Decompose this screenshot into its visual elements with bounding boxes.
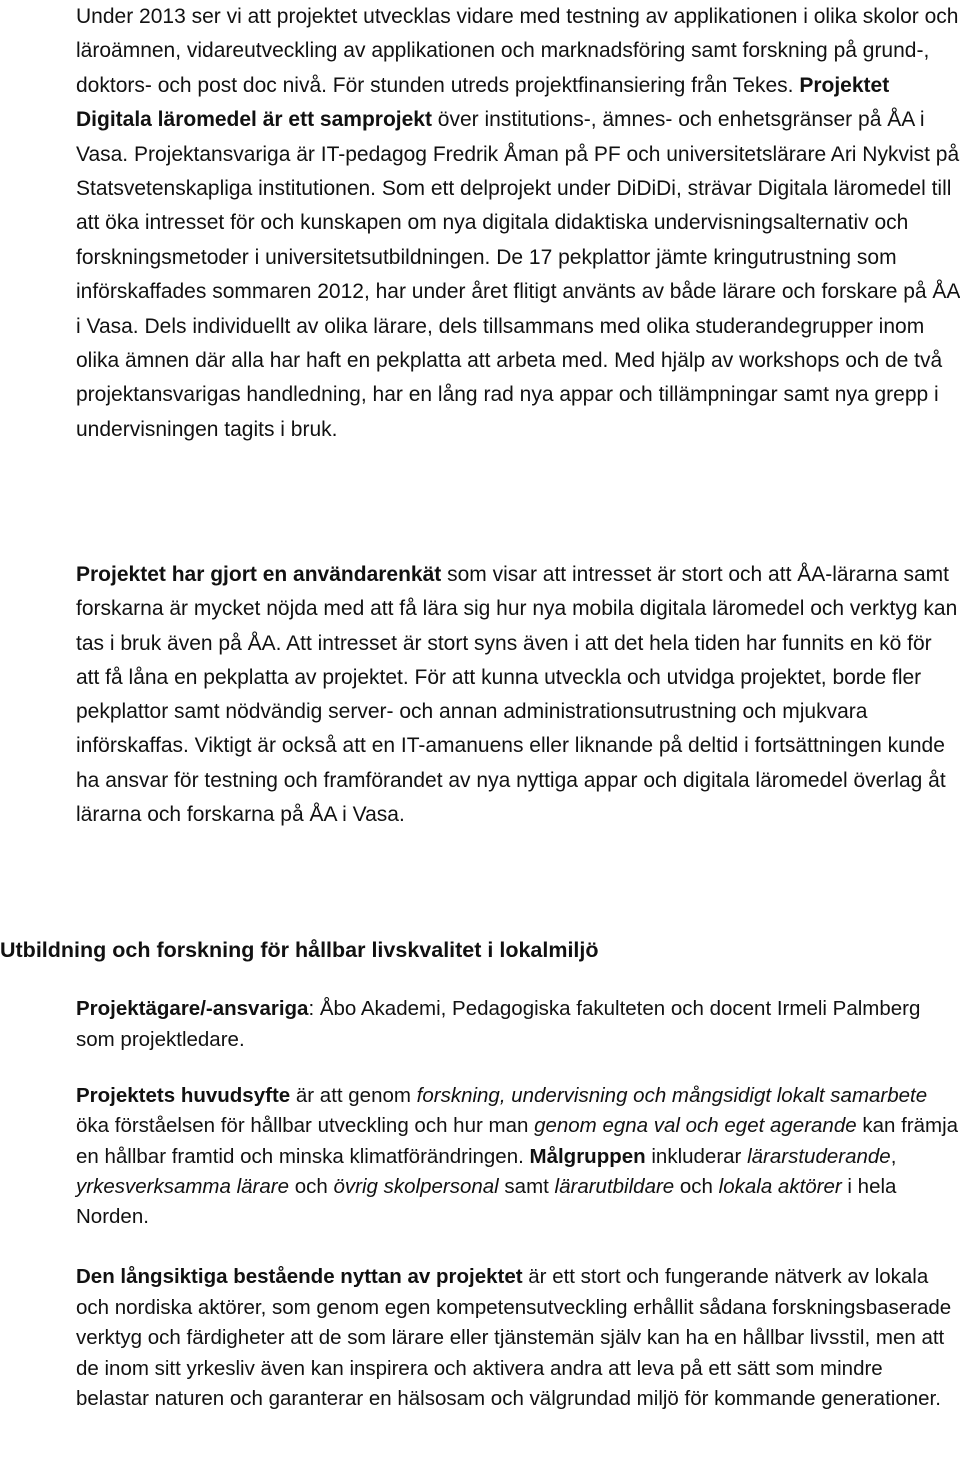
para4-italic-1: forskning, undervisning och mångsidigt lokalt samarbete bbox=[416, 1084, 928, 1107]
paragraph-anvandarenkat bbox=[76, 558, 960, 832]
para4-italic-3: lärarstuderande bbox=[747, 1144, 891, 1168]
para4-italic-7: lokala aktörer bbox=[718, 1174, 842, 1198]
para4-text-8: och bbox=[674, 1174, 719, 1198]
para2-bold-lead: Projektet har gjort en användarenkät bbox=[76, 563, 442, 586]
para4-text-2: öka förståelsen för hållbar utveckling och hur man bbox=[76, 1114, 535, 1138]
para4-text-6: och bbox=[289, 1174, 334, 1198]
paragraph-projektagare bbox=[76, 994, 960, 1055]
para4-text-4: inkluderar bbox=[645, 1144, 748, 1168]
para4-italic-2: genom egna val och eget agerande bbox=[534, 1114, 857, 1138]
para4-italic-6: lärarutbildare bbox=[554, 1174, 675, 1198]
para1-bold-lead: Projektet Digitala läromedel är ett samprojekt bbox=[76, 73, 890, 132]
para1-sentence-1: Under 2013 ser vi att projektet utvecklas vidare med testning av applikationen i olika skolor och läroämnen, vidareutveckling av applikationen och marknadsföring samt forskning på grund-, doktors- och post doc nivå. För stunden utreds projektfinansiering från Tekes. bbox=[76, 5, 959, 97]
para3-bold-lead: Projektägare/-ansvariga bbox=[76, 997, 309, 1020]
paragraph-langsiktig-nytta bbox=[76, 1262, 960, 1415]
para5-body: är ett stort och fungerande nätverk av lokala och nordiska aktörer, som genom egen kompetensutveckling erhållit sådana forskningsbaserade verktyg och färdigheter att de som lärare eller tjänstemän själv kan ha en hållbar livsstil, men att de inom sitt yrkesliv även kan inspirera och aktivera andra att leva på ett sätt som mindre belastar naturen och garanterar en hälsosam och välgrundad miljö för kommande generationer. bbox=[76, 1265, 952, 1410]
para4-text-5: , bbox=[890, 1144, 897, 1168]
para4-text-7: samt bbox=[498, 1174, 555, 1198]
para4-bold-lead: Projektets huvudsyfte bbox=[76, 1084, 291, 1107]
section-heading: Utbildning och forskning för hållbar livskvalitet i lokalmiljö bbox=[0, 938, 599, 962]
para4-italic-5: övrig skolpersonal bbox=[333, 1174, 499, 1198]
paragraph-digitala-laromedel bbox=[76, 0, 960, 447]
para2-body: som visar att intresset är stort och att ÅA-lärarna samt forskarna är mycket nöjda med att få lära sig hur nya mobila digitala läromedel och verktyg kan tas i bruk även på ÅA. Att intresset är stort syns även i att det hela tiden har funnits en kö för att få låna en pekplatta av projektet. För att kunna utveckla och utvidga projektet, borde fler pekplattor samt nödvändig server- och annan administrationsutrustning och mjukvara införskaffas. Viktigt är också att en IT-amanuens eller liknande på deltid i fortsättningen kunde ha ansvar för testning och framförandet av nya nyttiga appar och digitala läromedel överlag åt lärarna och forskarna på ÅA i Vasa. bbox=[76, 563, 958, 827]
para4-text-3: kan främja en hållbar framtid och minska klimatförändringen. bbox=[76, 1114, 959, 1168]
para1-body: över institutions-, ämnes- och enhetsgränser på ÅA i Vasa. Projektansvariga är IT-pedagog Fredrik Åman på PF och universitetslärare Ari Nykvist på Statsvetenskapliga institutionen. Som ett delprojekt under DiDiDi, strävar Digitala läromedel till att öka intresset för och kunskapen om nya digitala didaktiska undervisningsalternativ och forskningsmetoder i universitetsutbildningen. De 17 pekplattor jämte kringutrustning som införskaffades sommaren 2012, har under året flitigt använts av både lärare och forskare på ÅA i Vasa. Dels individuellt av olika lärare, dels tillsammans med olika studerandegrupper inom olika ämnen där alla har haft en pekplatta att arbeta med. Med hjälp av workshops och de två projektansvarigas handledning, har en lång rad nya appar och tillämpningar samt nya grepp i undervisningen tagits i bruk. bbox=[76, 108, 960, 441]
para4-italic-4: yrkesverksamma lärare bbox=[76, 1174, 290, 1198]
para5-bold-lead: Den långsiktiga bestående nyttan av projektet bbox=[76, 1265, 523, 1288]
paragraph-huvudsyfte bbox=[76, 1081, 960, 1232]
para4-text-9: i hela Norden. bbox=[76, 1174, 897, 1229]
para4-text-1: är att genom bbox=[290, 1084, 417, 1107]
para4-bold-malgruppen: Målgruppen bbox=[529, 1144, 646, 1168]
para3-body: : Åbo Akademi, Pedagogiska fakulteten och docent Irmeli Palmberg som projektledare. bbox=[76, 997, 921, 1051]
